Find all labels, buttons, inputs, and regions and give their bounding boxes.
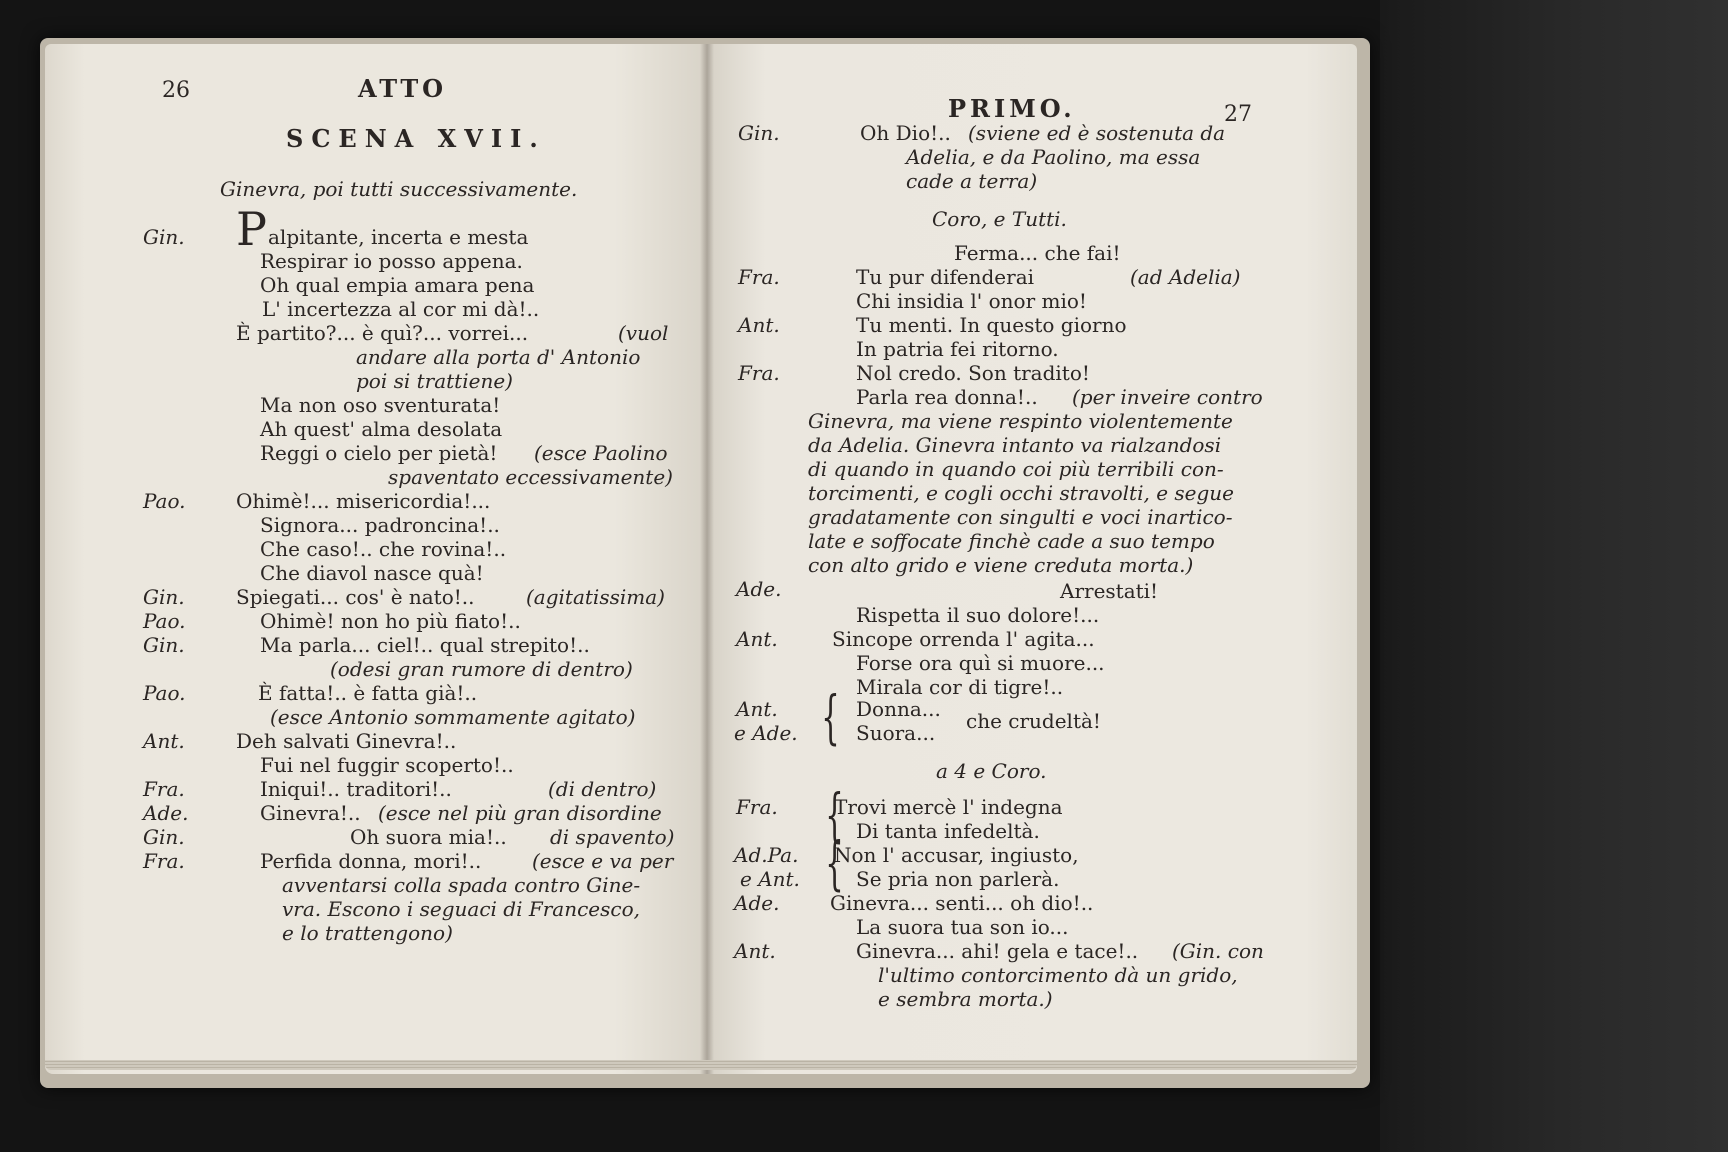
brace: { [821, 683, 840, 751]
speaker-label: Gin. [143, 633, 185, 657]
scene-title: SCENA XVII. [286, 124, 546, 153]
verse-line: Ferma... che fai! [954, 241, 1121, 265]
stage-direction: (sviene ed è sostenuta da [968, 121, 1226, 145]
verse-line: Oh Dio!.. [860, 121, 951, 145]
speaker-label: Ad.Pa. [734, 843, 799, 867]
stage-direction: (esce Paolino [534, 441, 668, 465]
speaker-label: Gin. [738, 121, 780, 145]
page-number: 27 [1224, 102, 1252, 127]
speaker-label: Fra. [736, 795, 778, 819]
stage-direction: e lo trattengono) [282, 921, 453, 945]
verse-line: Ah quest' alma desolata [260, 417, 503, 441]
verse-line: Oh suora mia!.. [350, 825, 507, 849]
verse-line: Se pria non parlerà. [856, 867, 1060, 891]
verse-line: Respirar io posso appena. [260, 249, 523, 273]
speaker-label: Fra. [143, 777, 185, 801]
speaker-label: Ant. [143, 729, 185, 753]
verse-line: Donna... [856, 697, 941, 721]
stage-direction: l'ultimo contorcimento dà un grido, [878, 963, 1238, 987]
verse-line: Iniqui!.. traditori!.. [260, 777, 452, 801]
stage-direction: di quando in quando coi più terribili con- [808, 457, 1224, 481]
verse-line: Tu menti. In questo giorno [856, 313, 1127, 337]
brace: { [825, 781, 844, 849]
stage-direction: Ginevra, ma viene respinto violentemente [808, 409, 1233, 433]
stage-direction: (esce e va per [532, 849, 674, 873]
speaker-label: e Ant. [740, 867, 800, 891]
verse-line: Che caso!.. che rovina!.. [260, 537, 507, 561]
stage-direction: da Adelia. Ginevra intanto va rialzandosi [808, 433, 1222, 457]
verse-line: Oh qual empia amara pena [260, 273, 535, 297]
stage-direction: gradatamente con singulti e voci inartico- [808, 505, 1233, 529]
stage-direction: vra. Escono i seguaci di Francesco, [282, 897, 640, 921]
stage-direction: con alto grido e viene creduta morta.) [808, 553, 1194, 577]
stage-direction: poi si trattiene) [356, 369, 513, 393]
stage-direction: e sembra morta.) [878, 987, 1053, 1011]
verse-line: La suora tua son io... [856, 915, 1069, 939]
book-gutter [700, 44, 714, 1074]
verse-line: Parla rea donna!.. [856, 385, 1038, 409]
verse-line: È fatta!.. è fatta già!.. [258, 681, 478, 705]
verse-line: Non l' accusar, ingiusto, [834, 843, 1079, 867]
stage-direction: (per inveire contro [1072, 385, 1263, 409]
verse-line: Sincope orrenda l' agita... [832, 627, 1095, 651]
verse-line: Signora... padroncina!.. [260, 513, 500, 537]
speaker-label: Gin. [143, 225, 185, 249]
verse-line: Trovi mercè l' indegna [834, 795, 1063, 819]
stage-direction: (agitatissima) [526, 585, 665, 609]
stage-direction: spaventato eccessivamente) [388, 465, 673, 489]
stage-direction: (odesi gran rumore di dentro) [330, 657, 633, 681]
verse-line: Ginevra... ahi! gela e tace!.. [856, 939, 1139, 963]
background-shadow [1380, 0, 1728, 1152]
stage-direction: avventarsi colla spada contro Gine- [282, 873, 641, 897]
verse-line: È partito?... è quì?... vorrei... [236, 321, 529, 345]
speaker-label: e Ade. [734, 721, 798, 745]
speaker-label: Ant. [736, 627, 778, 651]
stage-direction: torcimenti, e cogli occhi stravolti, e segue [808, 481, 1235, 505]
stage-direction: (esce Antonio sommamente agitato) [270, 705, 636, 729]
speaker-label: Ade. [734, 891, 780, 915]
verse-line: Ginevra... senti... oh dio!.. [830, 891, 1094, 915]
speaker-label: Fra. [738, 361, 780, 385]
stage-direction: (di dentro) [548, 777, 657, 801]
verse-line: Arrestati! [1060, 579, 1159, 603]
verse-line: Reggi o cielo per pietà! [260, 441, 498, 465]
running-head: PRIMO. [948, 94, 1076, 123]
speaker-label: Pao. [143, 681, 186, 705]
stage-direction: (esce nel più gran disordine [378, 801, 662, 825]
verse-line: Nol credo. Son tradito! [856, 361, 1090, 385]
stage-direction: a 4 e Coro. [936, 759, 1047, 783]
verse-line: Ohimè!... misericordia!... [236, 489, 491, 513]
stage-direction: Ginevra, poi tutti successivamente. [220, 177, 578, 201]
speaker-label: Gin. [143, 585, 185, 609]
stage-direction: di spavento) [550, 825, 675, 849]
speaker-label: Ant. [736, 697, 778, 721]
verse-line: Che diavol nasce quà! [260, 561, 484, 585]
verse-line: Tu pur difenderai [856, 265, 1035, 289]
stage-direction: Adelia, e da Paolino, ma essa [906, 145, 1201, 169]
verse-line: Fui nel fuggir scoperto!.. [260, 753, 514, 777]
stage-direction: late e soffocate finchè cade a suo tempo [808, 529, 1215, 553]
verse-line: Deh salvati Ginevra!.. [236, 729, 457, 753]
speaker-label: Gin. [143, 825, 185, 849]
verse-line: L' incertezza al cor mi dà!.. [262, 297, 540, 321]
verse-line: Perfida donna, mori!.. [260, 849, 482, 873]
verse-line: Ohimè! non ho più fiato!.. [260, 609, 521, 633]
page-edges [45, 1060, 1357, 1070]
speaker-label: Fra. [738, 265, 780, 289]
speaker-label: Ant. [734, 939, 776, 963]
verse-line: In patria fei ritorno. [856, 337, 1059, 361]
verse-line: Suora... [856, 721, 936, 745]
speaker-label: Ade. [736, 577, 782, 601]
speaker-label: Ant. [738, 313, 780, 337]
verse-line: che crudeltà! [966, 709, 1101, 733]
speaker-label: Ade. [143, 801, 189, 825]
stage-direction: cade a terra) [906, 169, 1038, 193]
stage-direction: (ad Adelia) [1130, 265, 1241, 289]
speaker-label: Pao. [143, 489, 186, 513]
verse-line: Chi insidia l' onor mio! [856, 289, 1087, 313]
stage-direction: andare alla porta d' Antonio [356, 345, 641, 369]
verse-line: Forse ora quì si muore... [856, 651, 1105, 675]
verse-line: Ginevra!.. [260, 801, 361, 825]
brace: { [825, 829, 844, 897]
verse-line: alpitante, incerta e mesta [268, 225, 529, 249]
speaker-label: Pao. [143, 609, 186, 633]
running-head: ATTO [358, 74, 448, 103]
speaker-label: Fra. [143, 849, 185, 873]
stage-direction: Coro, e Tutti. [932, 207, 1067, 231]
verse-line: Spiegati... cos' è nato!.. [236, 585, 475, 609]
drop-cap: P [236, 202, 267, 256]
verse-line: Ma parla... ciel!.. qual strepito!.. [260, 633, 590, 657]
stage-direction: (Gin. con [1172, 939, 1264, 963]
verse-line: Di tanta infedeltà. [856, 819, 1040, 843]
verse-line: Rispetta il suo dolore!... [856, 603, 1100, 627]
verse-line: Mirala cor di tigre!.. [856, 675, 1064, 699]
verse-line: Ma non oso sventurata! [260, 393, 501, 417]
stage-direction: (vuol [618, 321, 669, 345]
page-number: 26 [162, 78, 190, 103]
